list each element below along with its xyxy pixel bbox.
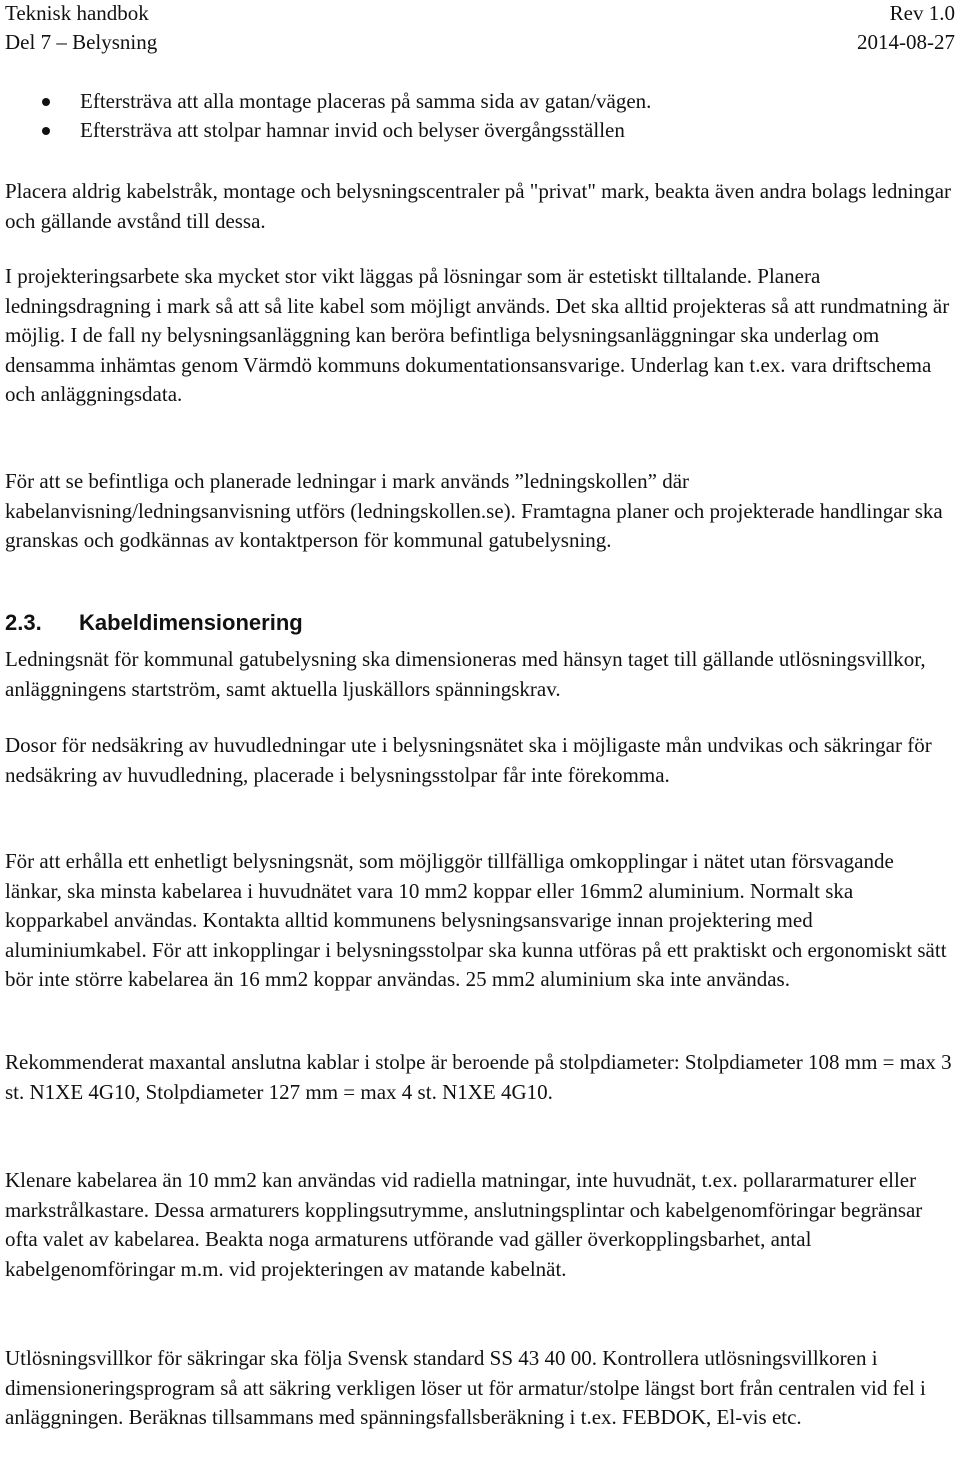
document-page <box>5 0 955 1462</box>
list-item <box>5 87 955 116</box>
section-number: 2.3. <box>5 610 42 635</box>
paragraph-trip-conditions: Utlösningsvillkor för säkringar ska följa Svensk standard SS 43 40 00. Kontrollera utlösningsvillkoren i dimensioneringsprogram så att säkring verkligen löser ut för armatur/stolpe längst bort från centralen vid fel i anläggningen. Beräknas tillsammans med spänningsfallsberäkning i t.ex. FEBDOK, El-vis etc. <box>5 1346 926 1429</box>
section-title: Kabeldimensionering <box>79 610 303 635</box>
document-title: Teknisk handbok <box>5 1 149 25</box>
paragraph-design-work: I projekteringsarbete ska mycket stor vikt läggas på lösningar som är estetiskt tilltalande. Planera ledningsdragning i mark så att så lite kabel som möjligt används. Det ska alltid projekteras så att rundmatning är möjlig. I de fall ny belysningsanläggning kan beröra befintliga belysningsanläggningar ska underlag om densamma inhämtas genom Värmdö kommuns dokumentationsansvarige. Underlag kan t.ex. vara driftschema och anläggningsdata. <box>5 264 950 406</box>
paragraph-fuse-boxes: Dosor för nedsäkring av huvudledningar ute i belysningsnätet ska i möjligaste mån undvikas och säkringar för nedsäkring av huvudledning, placerade i belysningsstolpar får inte förekomma. <box>5 733 932 787</box>
paragraph-smaller-cable-area: Klenare kabelarea än 10 mm2 kan användas vid radiella matningar, inte huvudnät, t.ex. pollararmaturer eller markstrålkastare. Dessa armaturers kopplingsutrymme, anslutningsplintar och kabelgenomföringar begränsar ofta valet av kabelarea. Beakta noga armaturens utförande vad gäller överkopplingsbarhet, antal kabelgenomföringar m.m. vid projekteringen av matande kabelnät. <box>5 1168 923 1281</box>
list-item-text: Eftersträva att alla montage placeras på samma sida av gatan/vägen. <box>80 89 652 113</box>
bullet-icon <box>42 127 50 135</box>
section-heading <box>5 608 303 638</box>
paragraph-cable-placement: Placera aldrig kabelstråk, montage och belysningscentraler på "privat" mark, beakta även andra bolags ledningar och gällande avstånd till dessa. <box>5 179 952 233</box>
paragraph-max-cables: Rekommenderat maxantal anslutna kablar i stolpe är beroende på stolpdiameter: Stolpdiameter 108 mm = max 3 st. N1XE 4G10, Stolpdiameter 127 mm = max 4 st. N1XE 4G10. <box>5 1050 952 1104</box>
document-date: 2014-08-27 <box>857 30 955 54</box>
paragraph-cable-area: För att erhålla ett enhetligt belysningsnät, som möjliggör tillfälliga omkopplingar i nätet utan försvagande länkar, ska minsta kabelarea i huvudnätet vara 10 mm2 koppar eller 16mm2 aluminium. Normalt ska kopparkabel användas. Kontakta alltid kommunens belysningsansvarige innan projektering med aluminiumkabel. För att inkopplingar i belysningsstolpar ska kunna utföras på ett praktiskt och ergonomiskt sätt bör inte större kabelarea än 16 mm2 koppar användas. 25 mm2 aluminium ska inte användas. <box>5 849 947 991</box>
document-revision: Rev 1.0 <box>889 1 955 25</box>
bullet-list <box>5 87 955 145</box>
list-item <box>5 116 955 145</box>
paragraph-network-dimensioning: Ledningsnät för kommunal gatubelysning ska dimensioneras med hänsyn taget till gällande utlösningsvillkor, anläggningens startström, samt aktuella ljuskällors spänningskrav. <box>5 647 926 701</box>
bullet-icon <box>42 98 50 106</box>
list-item-text: Eftersträva att stolpar hamnar invid och belyser övergångsställen <box>80 118 625 142</box>
paragraph-ledningskollen: För att se befintliga och planerade ledningar i mark används ”ledningskollen” där kabelanvisning/ledningsanvisning utförs (ledningskollen.se). Framtagna planer och projekterade handlingar ska granskas och godkännas av kontaktperson för kommunal gatubelysning. <box>5 469 943 552</box>
document-section: Del 7 – Belysning <box>5 30 158 54</box>
